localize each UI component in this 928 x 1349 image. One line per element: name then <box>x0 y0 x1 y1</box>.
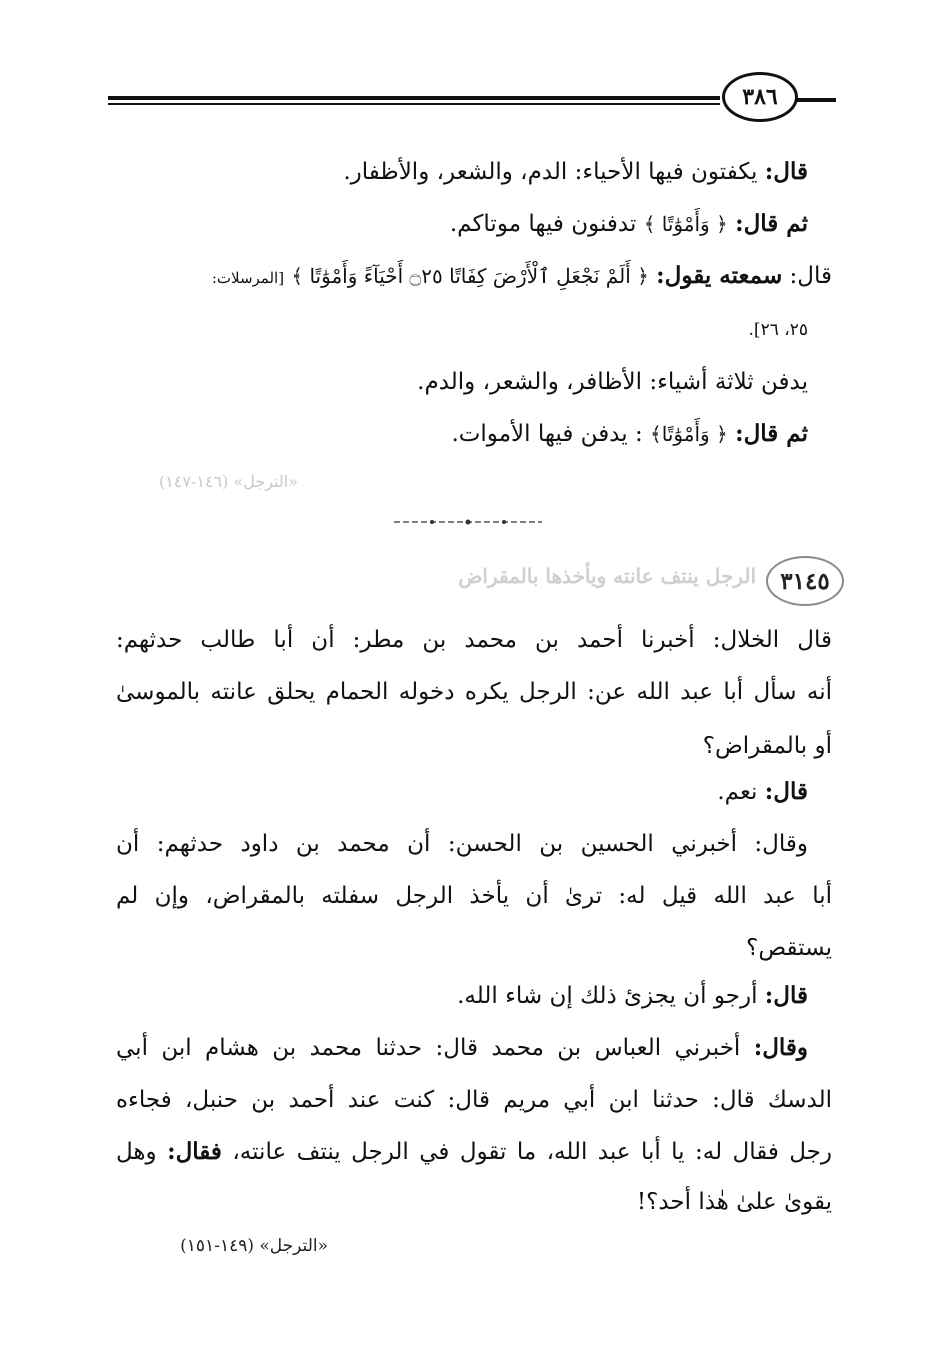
speaker-label: ثم قال: <box>735 210 808 237</box>
line-text: رجل فقال له: يا أبا عبد الله، ما تقول في الرجل ينتف عانته، <box>232 1139 833 1165</box>
quran-quote: ﴿ وَأَمْوَٰتًا ﴾ <box>643 212 728 236</box>
line-text: يدفن ثلاثة أشياء: الأظافر، والشعر، والدم. <box>417 369 808 395</box>
p5-line-2: الدسك قال: حدثنا ابن أبي مريم قال: كنت عند أحمد بن حنبل، فجاءه <box>116 1087 832 1113</box>
block1-line-2 <box>450 208 808 240</box>
line-text: وهل <box>116 1139 157 1165</box>
line-text: أرجو أن يجزئ ذلك إن شاء الله. <box>457 983 758 1009</box>
p1-line-1: قال الخلال: أخبرنا أحمد بن محمد بن مطر: أن أبا طالب حدثهم: <box>116 627 832 653</box>
line-text: أخبرني العباس بن محمد قال: حدثنا محمد بن هشام ابن أبي <box>116 1035 741 1061</box>
separator-ornament <box>392 516 544 528</box>
section-number-badge: ٣١٤٥ <box>766 556 844 606</box>
block1-line-1 <box>343 156 808 188</box>
header-rule-thin <box>108 103 720 105</box>
quran-quote: ﴿ وَأَمْوَٰتًا﴾ <box>650 422 728 446</box>
header-rule <box>108 96 720 105</box>
quran-reference-cont: ٢٥، ٢٦]. <box>748 320 808 340</box>
speaker-label: قال: <box>764 778 808 805</box>
p3-line-2: أبا عبد الله قيل له: ترىٰ أن يأخذ الرجل سفلته بالمقراض، وإن لم <box>116 883 832 909</box>
p3-line-3: يستقص؟ <box>746 935 832 961</box>
quran-quote: ﴿ أَلَمْ نَجْعَلِ ٱلْأَرْضَ كِفَاتًا ۝٢٥ أَحْيَآءً وَأَمْوَٰتًا ﴾ <box>291 264 649 288</box>
speaker-label: سمعته يقول: <box>656 262 783 289</box>
p2-line <box>717 776 808 808</box>
speaker-label: قال: <box>764 982 808 1009</box>
line-text: يكفتون فيها الأحياء: الدم، والشعر، والأظفار. <box>343 159 758 185</box>
speaker-label: قال: <box>764 158 808 185</box>
p1-line-3: أو بالمقراض؟ <box>702 733 832 759</box>
section-title: الرجل ينتف عانته ويأخذها بالمقراض <box>458 564 756 588</box>
speaker-label: ثم قال: <box>735 420 808 447</box>
footer-source: «الترجل» (١٤٩-١٥١) <box>180 1236 328 1256</box>
p5-line-4: يقوىٰ علىٰ هٰذا أحد؟! <box>636 1189 832 1215</box>
line-text: نعم. <box>717 779 758 805</box>
speaker-label: وقال: <box>753 1034 809 1061</box>
block1-line-5 <box>417 366 808 398</box>
block1-line-4 <box>749 314 808 346</box>
block1-line-3 <box>212 260 832 294</box>
header-rule-thick <box>108 96 720 100</box>
p3-line-1: وقال: أخبرني الحسين بن الحسن: أن محمد بن داود حدثهم: أن <box>116 831 808 857</box>
page-number: ٣٨٦ <box>722 72 798 122</box>
block1-source-faded: «الترجل» (١٤٦-١٤٧) <box>158 472 298 491</box>
p5-line-3 <box>116 1136 832 1168</box>
line-text: : يدفن فيها الأموات. <box>451 421 643 447</box>
block1-line-6 <box>451 418 808 450</box>
p1-line-2: أنه سأل أبا عبد الله عن: الرجل يكره دخوله الحمام يحلق عانته بالموسىٰ <box>116 679 832 705</box>
p4-line <box>457 980 808 1012</box>
speaker-label: فقال: <box>167 1138 222 1165</box>
line-text: تدفنون فيها موتاكم. <box>449 211 637 237</box>
header-rule-right <box>796 98 836 102</box>
quran-reference: [المرسلات: <box>211 269 285 287</box>
p5-line-1 <box>116 1032 808 1064</box>
speaker-pre: قال: <box>789 263 832 289</box>
